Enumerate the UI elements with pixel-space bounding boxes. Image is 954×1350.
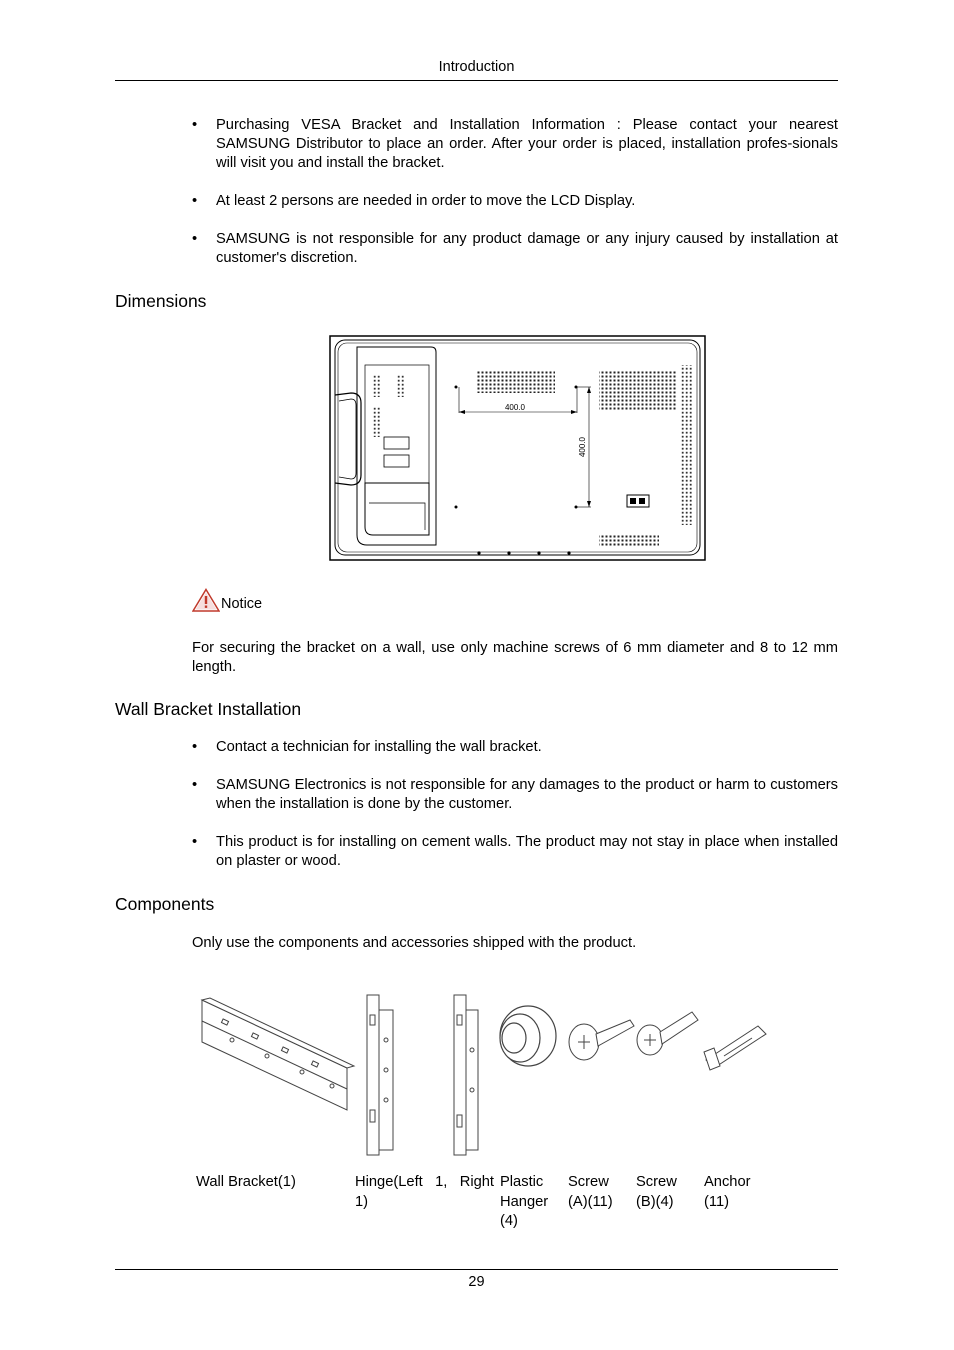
- components-heading: Components: [115, 894, 215, 914]
- list-item: • SAMSUNG is not responsible for any product damage or any injury caused by installation at customer's discretion.: [192, 230, 838, 268]
- hinge-left-image: [367, 995, 393, 1155]
- list-item: • At least 2 persons are needed in order to move the LCD Display.: [192, 192, 838, 211]
- screw-a-image: [569, 1020, 634, 1060]
- wall-bracket-bullet-list: [192, 738, 838, 890]
- component-label: Wall Bracket(1): [196, 1174, 296, 1190]
- plastic-hanger-image: [500, 1006, 556, 1066]
- component-label: Anchor (11): [704, 1174, 751, 1210]
- dimensions-heading: Dimensions: [115, 291, 207, 311]
- component-label: Screw (B)(4): [636, 1174, 677, 1210]
- wall-bracket-heading: Wall Bracket Installation: [115, 699, 302, 719]
- component-label: Plastic Hanger (4): [500, 1174, 549, 1229]
- dimension-label-vertical: 400.0: [578, 436, 587, 458]
- dimensions-diagram: [329, 335, 706, 561]
- header-rule: [115, 80, 838, 81]
- notice-label: Notice: [221, 596, 263, 612]
- hinge-right-image: [454, 995, 478, 1155]
- screw-b-image: [637, 1012, 698, 1055]
- notice-box: [192, 588, 262, 612]
- components-intro: Only use the components and accessories shipped with the product.: [192, 935, 637, 951]
- warning-triangle-icon: [192, 588, 220, 612]
- component-label: Hinge(Left 1, Right 1): [355, 1174, 494, 1210]
- list-item: • This product is for installing on cement walls. The product may not stay in place when installed on plaster or wood.: [192, 833, 838, 871]
- list-item: • SAMSUNG Electronics is not responsible for any damages to the product or harm to customers when the installation is done by the customer.: [192, 776, 838, 814]
- anchor-image: [704, 1026, 766, 1070]
- page-number: 29: [468, 1274, 485, 1290]
- header-section-title: Introduction: [438, 59, 515, 75]
- list-item: • Purchasing VESA Bracket and Installation Information : Please contact your nearest SAMSUNG Distributor to place an order. After your order is placed, installation profes-sionals will visit you and install the bracket.: [192, 116, 838, 173]
- notice-text: For securing the bracket on a wall, use only machine screws of 6 mm diameter and 8 to 12 mm length.: [192, 640, 838, 675]
- list-item: • Contact a technician for installing the wall bracket.: [192, 738, 838, 757]
- dimension-label-horizontal: 400.0: [504, 403, 526, 412]
- intro-bullet-list: [192, 116, 838, 287]
- component-label: Screw (A)(11): [568, 1174, 613, 1210]
- wall-bracket-image: [202, 998, 354, 1110]
- components-illustration: [192, 990, 782, 1160]
- footer-rule: [115, 1269, 838, 1270]
